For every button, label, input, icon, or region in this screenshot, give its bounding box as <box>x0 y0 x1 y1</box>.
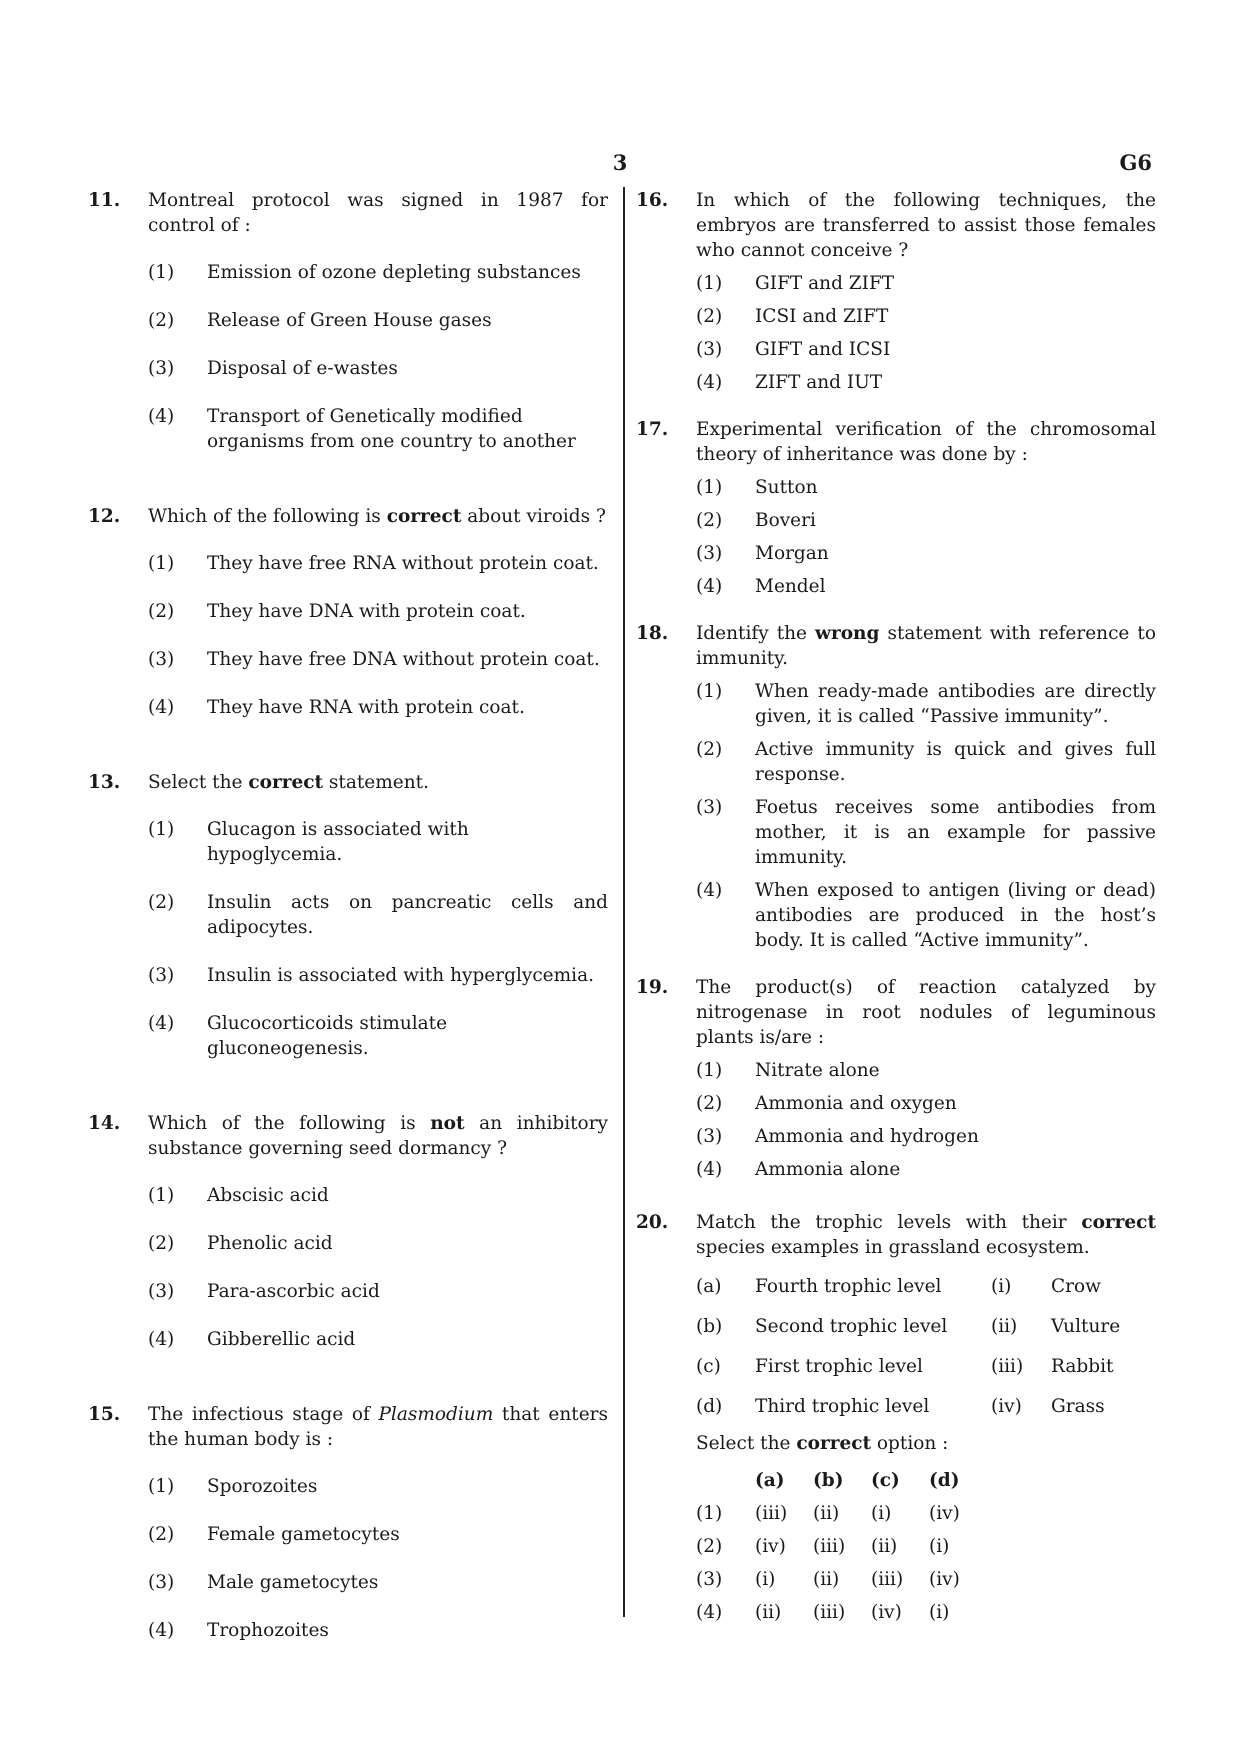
option-text: When exposed to antigen (living or dead) antibodies are produced in the host’s body. It is called “Active immunity”. <box>755 880 1156 951</box>
answer-cell: (ii) <box>813 1569 840 1590</box>
option-text: ICSI and ZIFT <box>755 306 889 327</box>
emphasis: correct <box>1081 1212 1156 1233</box>
answer-table <box>696 1464 960 1629</box>
option[interactable] <box>696 1058 1156 1083</box>
answer-cell: (iv) <box>871 1602 902 1623</box>
column-header: (b) <box>813 1470 844 1491</box>
option-number: (4) <box>148 1013 175 1034</box>
option-number: (2) <box>148 892 175 913</box>
option-number: (2) <box>696 306 723 327</box>
option[interactable] <box>696 1124 1156 1149</box>
option-list <box>148 1183 608 1352</box>
option-number: (4) <box>148 1329 175 1350</box>
option-text: Trophozoites <box>207 1620 329 1641</box>
option-list <box>696 679 1156 953</box>
option-text: Emission of ozone depleting substances <box>207 262 581 283</box>
option[interactable] <box>148 1474 608 1499</box>
option[interactable] <box>696 271 1156 296</box>
option[interactable] <box>696 1157 1156 1182</box>
option-number: (4) <box>148 1620 175 1641</box>
option[interactable] <box>696 795 1156 870</box>
option-text: When ready-made antibodies are directly given, it is called “Passive immunity”. <box>755 681 1156 727</box>
option[interactable] <box>696 541 1156 566</box>
question-number: 14. <box>88 1113 121 1134</box>
option-text: They have free DNA without protein coat. <box>207 649 600 670</box>
option-text: Phenolic acid <box>207 1233 333 1254</box>
option[interactable] <box>148 599 608 624</box>
option-number: (2) <box>148 1524 175 1545</box>
match-label: (c) <box>696 1356 721 1377</box>
option-number: (3) <box>148 649 175 670</box>
option-number: (2) <box>148 310 175 331</box>
option-list <box>148 551 608 720</box>
option-number: (1) <box>148 1476 175 1497</box>
species: Vulture <box>1051 1316 1121 1337</box>
option[interactable] <box>148 551 608 576</box>
match-label: (ii) <box>991 1316 1018 1337</box>
match-label: (d) <box>696 1396 723 1417</box>
column-divider <box>623 187 625 1617</box>
option-number: (4) <box>148 406 175 427</box>
match-table <box>696 1274 1156 1419</box>
option-text: Glucocorticoids stimulate gluconeogenesis. <box>207 1013 448 1059</box>
option-text: Male gametocytes <box>207 1572 379 1593</box>
option[interactable] <box>696 737 1156 787</box>
option[interactable] <box>148 695 608 720</box>
answer-cell: (ii) <box>871 1536 898 1557</box>
option[interactable] <box>148 647 608 672</box>
select-option-prompt: Select the correct option : <box>696 1433 949 1454</box>
question-text: In which of the following techniques, the embryos are transferred to assist those females who cannot conceive ? <box>696 190 1156 261</box>
question-13 <box>88 770 608 1061</box>
option-number: (4) <box>696 576 723 597</box>
emphasis: wrong <box>815 623 880 644</box>
option-text: Nitrate alone <box>755 1060 880 1081</box>
question-18 <box>636 621 1156 953</box>
option-text: Boveri <box>755 510 816 531</box>
trophic-level: First trophic level <box>755 1356 923 1377</box>
column-header: (d) <box>929 1470 960 1491</box>
option-text: ZIFT and IUT <box>755 372 883 393</box>
option-number: (1) <box>148 819 175 840</box>
option-text: GIFT and ZIFT <box>755 273 895 294</box>
answer-option-row[interactable] <box>696 1596 960 1629</box>
option-text: They have free RNA without protein coat. <box>207 553 599 574</box>
match-label: (b) <box>696 1316 723 1337</box>
answer-cell: (i) <box>929 1536 950 1557</box>
option-number: (1) <box>696 681 723 702</box>
question-14 <box>88 1111 608 1352</box>
emphasis: correct <box>796 1433 872 1454</box>
option[interactable] <box>148 404 608 454</box>
answer-cell: (iii) <box>871 1569 904 1590</box>
option-text: Ammonia alone <box>755 1159 901 1180</box>
question-number: 11. <box>88 190 121 211</box>
trophic-level: Fourth trophic level <box>755 1276 942 1297</box>
option[interactable] <box>696 574 1156 599</box>
option-number: (3) <box>148 1572 175 1593</box>
option[interactable] <box>148 1011 608 1061</box>
match-label: (iii) <box>991 1356 1024 1377</box>
option-number: (3) <box>696 543 723 564</box>
option-number: (3) <box>696 1569 723 1590</box>
option-number: (3) <box>148 1281 175 1302</box>
option[interactable] <box>696 304 1156 329</box>
option-list <box>148 1474 608 1643</box>
question-number: 19. <box>636 977 669 998</box>
option-number: (4) <box>696 1159 723 1180</box>
option-text: Ammonia and oxygen <box>755 1093 957 1114</box>
option[interactable] <box>696 878 1156 953</box>
option-text: Mendel <box>755 576 826 597</box>
option-number: (1) <box>696 477 723 498</box>
option-number: (1) <box>696 1060 723 1081</box>
option-list <box>696 271 1156 395</box>
answer-cell: (iv) <box>929 1503 960 1524</box>
option-text: GIFT and ICSI <box>755 339 891 360</box>
question-text: Which of the following is not an inhibitory substance governing seed dormancy ? <box>148 1113 608 1159</box>
question-number: 17. <box>636 419 669 440</box>
option[interactable] <box>148 1618 608 1643</box>
column-header: (c) <box>871 1470 900 1491</box>
option[interactable] <box>148 308 608 333</box>
option[interactable] <box>696 337 1156 362</box>
option-number: (4) <box>148 697 175 718</box>
option[interactable] <box>148 1570 608 1595</box>
answer-cell: (iv) <box>755 1536 786 1557</box>
option-number: (2) <box>148 601 175 622</box>
option-text: Sutton <box>755 477 818 498</box>
question-number: 20. <box>636 1212 669 1233</box>
option-number: (2) <box>696 1093 723 1114</box>
option-number: (2) <box>696 510 723 531</box>
species: Crow <box>1051 1276 1101 1297</box>
answer-option-row[interactable] <box>696 1530 960 1563</box>
answer-header-row <box>696 1464 960 1497</box>
option-number: (4) <box>696 372 723 393</box>
trophic-level: Third trophic level <box>755 1396 930 1417</box>
option[interactable] <box>148 963 608 988</box>
question-number: 13. <box>88 772 121 793</box>
option-number: (3) <box>148 358 175 379</box>
option[interactable] <box>696 370 1156 395</box>
option-number: (2) <box>148 1233 175 1254</box>
option-text: They have DNA with protein coat. <box>207 601 526 622</box>
option-text: Abscisic acid <box>207 1185 329 1206</box>
option-list <box>696 475 1156 599</box>
option-text: Release of Green House gases <box>207 310 492 331</box>
match-label: (i) <box>991 1276 1012 1297</box>
question-number: 16. <box>636 190 669 211</box>
option-text: Glucagon is associated with hypoglycemia. <box>207 819 469 865</box>
question-11 <box>88 188 608 454</box>
match-label: (a) <box>696 1276 722 1297</box>
option-number: (1) <box>148 262 175 283</box>
option-number: (3) <box>696 1126 723 1147</box>
emphasis: not <box>430 1113 465 1134</box>
option-number: (3) <box>148 965 175 986</box>
answer-option-row[interactable] <box>696 1497 960 1530</box>
option[interactable] <box>696 1091 1156 1116</box>
match-label: (iv) <box>991 1396 1022 1417</box>
answer-cell: (ii) <box>755 1602 782 1623</box>
option-text: Foetus receives some antibodies from mother, it is an example for passive immunity. <box>755 797 1156 868</box>
question-number: 12. <box>88 506 121 527</box>
option[interactable] <box>148 1327 608 1352</box>
emphasis: correct <box>386 506 462 527</box>
option[interactable] <box>696 679 1156 729</box>
option-number: (1) <box>148 1185 175 1206</box>
option-text: Insulin is associated with hyperglycemia. <box>207 965 594 986</box>
option-text: Morgan <box>755 543 829 564</box>
option-text: Para-ascorbic acid <box>207 1281 380 1302</box>
answer-option-row[interactable] <box>696 1563 960 1596</box>
option[interactable] <box>148 356 608 381</box>
option-number: (2) <box>696 1536 723 1557</box>
option-text: Disposal of e-wastes <box>207 358 398 379</box>
question-20 <box>636 1210 1156 1629</box>
species: Grass <box>1051 1396 1105 1417</box>
option-list <box>148 817 608 1061</box>
set-code: G6 <box>1119 150 1152 175</box>
option[interactable] <box>696 475 1156 500</box>
option-text: Active immunity is quick and gives full response. <box>755 739 1156 785</box>
question-text: The infectious stage of Plasmodium that enters the human body is : <box>148 1404 608 1450</box>
option-text: Sporozoites <box>207 1476 318 1497</box>
species: Rabbit <box>1051 1356 1114 1377</box>
option-text: They have RNA with protein coat. <box>207 697 525 718</box>
question-text: Experimental verification of the chromosomal theory of inheritance was done by : <box>696 419 1156 465</box>
answer-cell: (i) <box>929 1602 950 1623</box>
option-text: Female gametocytes <box>207 1524 400 1545</box>
emphasis: Plasmodium <box>378 1404 494 1425</box>
question-text: Identify the wrong statement with reference to immunity. <box>696 623 1156 669</box>
question-text: Which of the following is correct about viroids ? <box>148 506 606 527</box>
question-text: The product(s) of reaction catalyzed by nitrogenase in root nodules of leguminous plants is/are : <box>696 977 1156 1048</box>
question-15 <box>88 1402 608 1643</box>
question-text: Select the correct statement. <box>148 772 429 793</box>
option[interactable] <box>148 1279 608 1304</box>
option-text: Gibberellic acid <box>207 1329 356 1350</box>
option[interactable] <box>696 508 1156 533</box>
answer-cell: (i) <box>871 1503 892 1524</box>
question-17 <box>636 417 1156 599</box>
option[interactable] <box>148 817 608 867</box>
option-number: (4) <box>696 1602 723 1623</box>
question-number: 15. <box>88 1404 121 1425</box>
option[interactable] <box>148 1183 608 1208</box>
option-number: (1) <box>696 1503 723 1524</box>
option-number: (2) <box>696 739 723 760</box>
question-text: Match the trophic levels with their correct species examples in grassland ecosystem. <box>696 1212 1156 1258</box>
option-list <box>148 260 608 454</box>
question-16 <box>636 188 1156 395</box>
option[interactable] <box>148 260 608 285</box>
answer-cell: (iii) <box>755 1503 788 1524</box>
question-number: 18. <box>636 623 669 644</box>
answer-cell: (ii) <box>813 1503 840 1524</box>
left-column <box>88 188 608 1693</box>
option-number: (4) <box>696 880 723 901</box>
question-12 <box>88 504 608 720</box>
option[interactable] <box>148 1231 608 1256</box>
right-column <box>636 188 1156 1651</box>
answer-cell: (i) <box>755 1569 776 1590</box>
option-number: (3) <box>696 797 723 818</box>
question-text: Montreal protocol was signed in 1987 for control of : <box>148 190 608 236</box>
option-number: (3) <box>696 339 723 360</box>
option-number: (1) <box>148 553 175 574</box>
answer-cell: (iv) <box>929 1569 960 1590</box>
column-header: (a) <box>755 1470 785 1491</box>
trophic-level: Second trophic level <box>755 1316 948 1337</box>
answer-cell: (iii) <box>813 1602 846 1623</box>
emphasis: correct <box>248 772 324 793</box>
option-list <box>696 1058 1156 1182</box>
option-text: Insulin acts on pancreatic cells and adipocytes. <box>207 892 608 938</box>
page-number: 3 <box>612 150 628 175</box>
option-text: Ammonia and hydrogen <box>755 1126 979 1147</box>
answer-cell: (iii) <box>813 1536 846 1557</box>
option-text: Transport of Genetically modified organisms from one country to another <box>207 406 576 452</box>
question-19 <box>636 975 1156 1182</box>
option[interactable] <box>148 1522 608 1547</box>
option[interactable] <box>148 890 608 940</box>
option-number: (1) <box>696 273 723 294</box>
